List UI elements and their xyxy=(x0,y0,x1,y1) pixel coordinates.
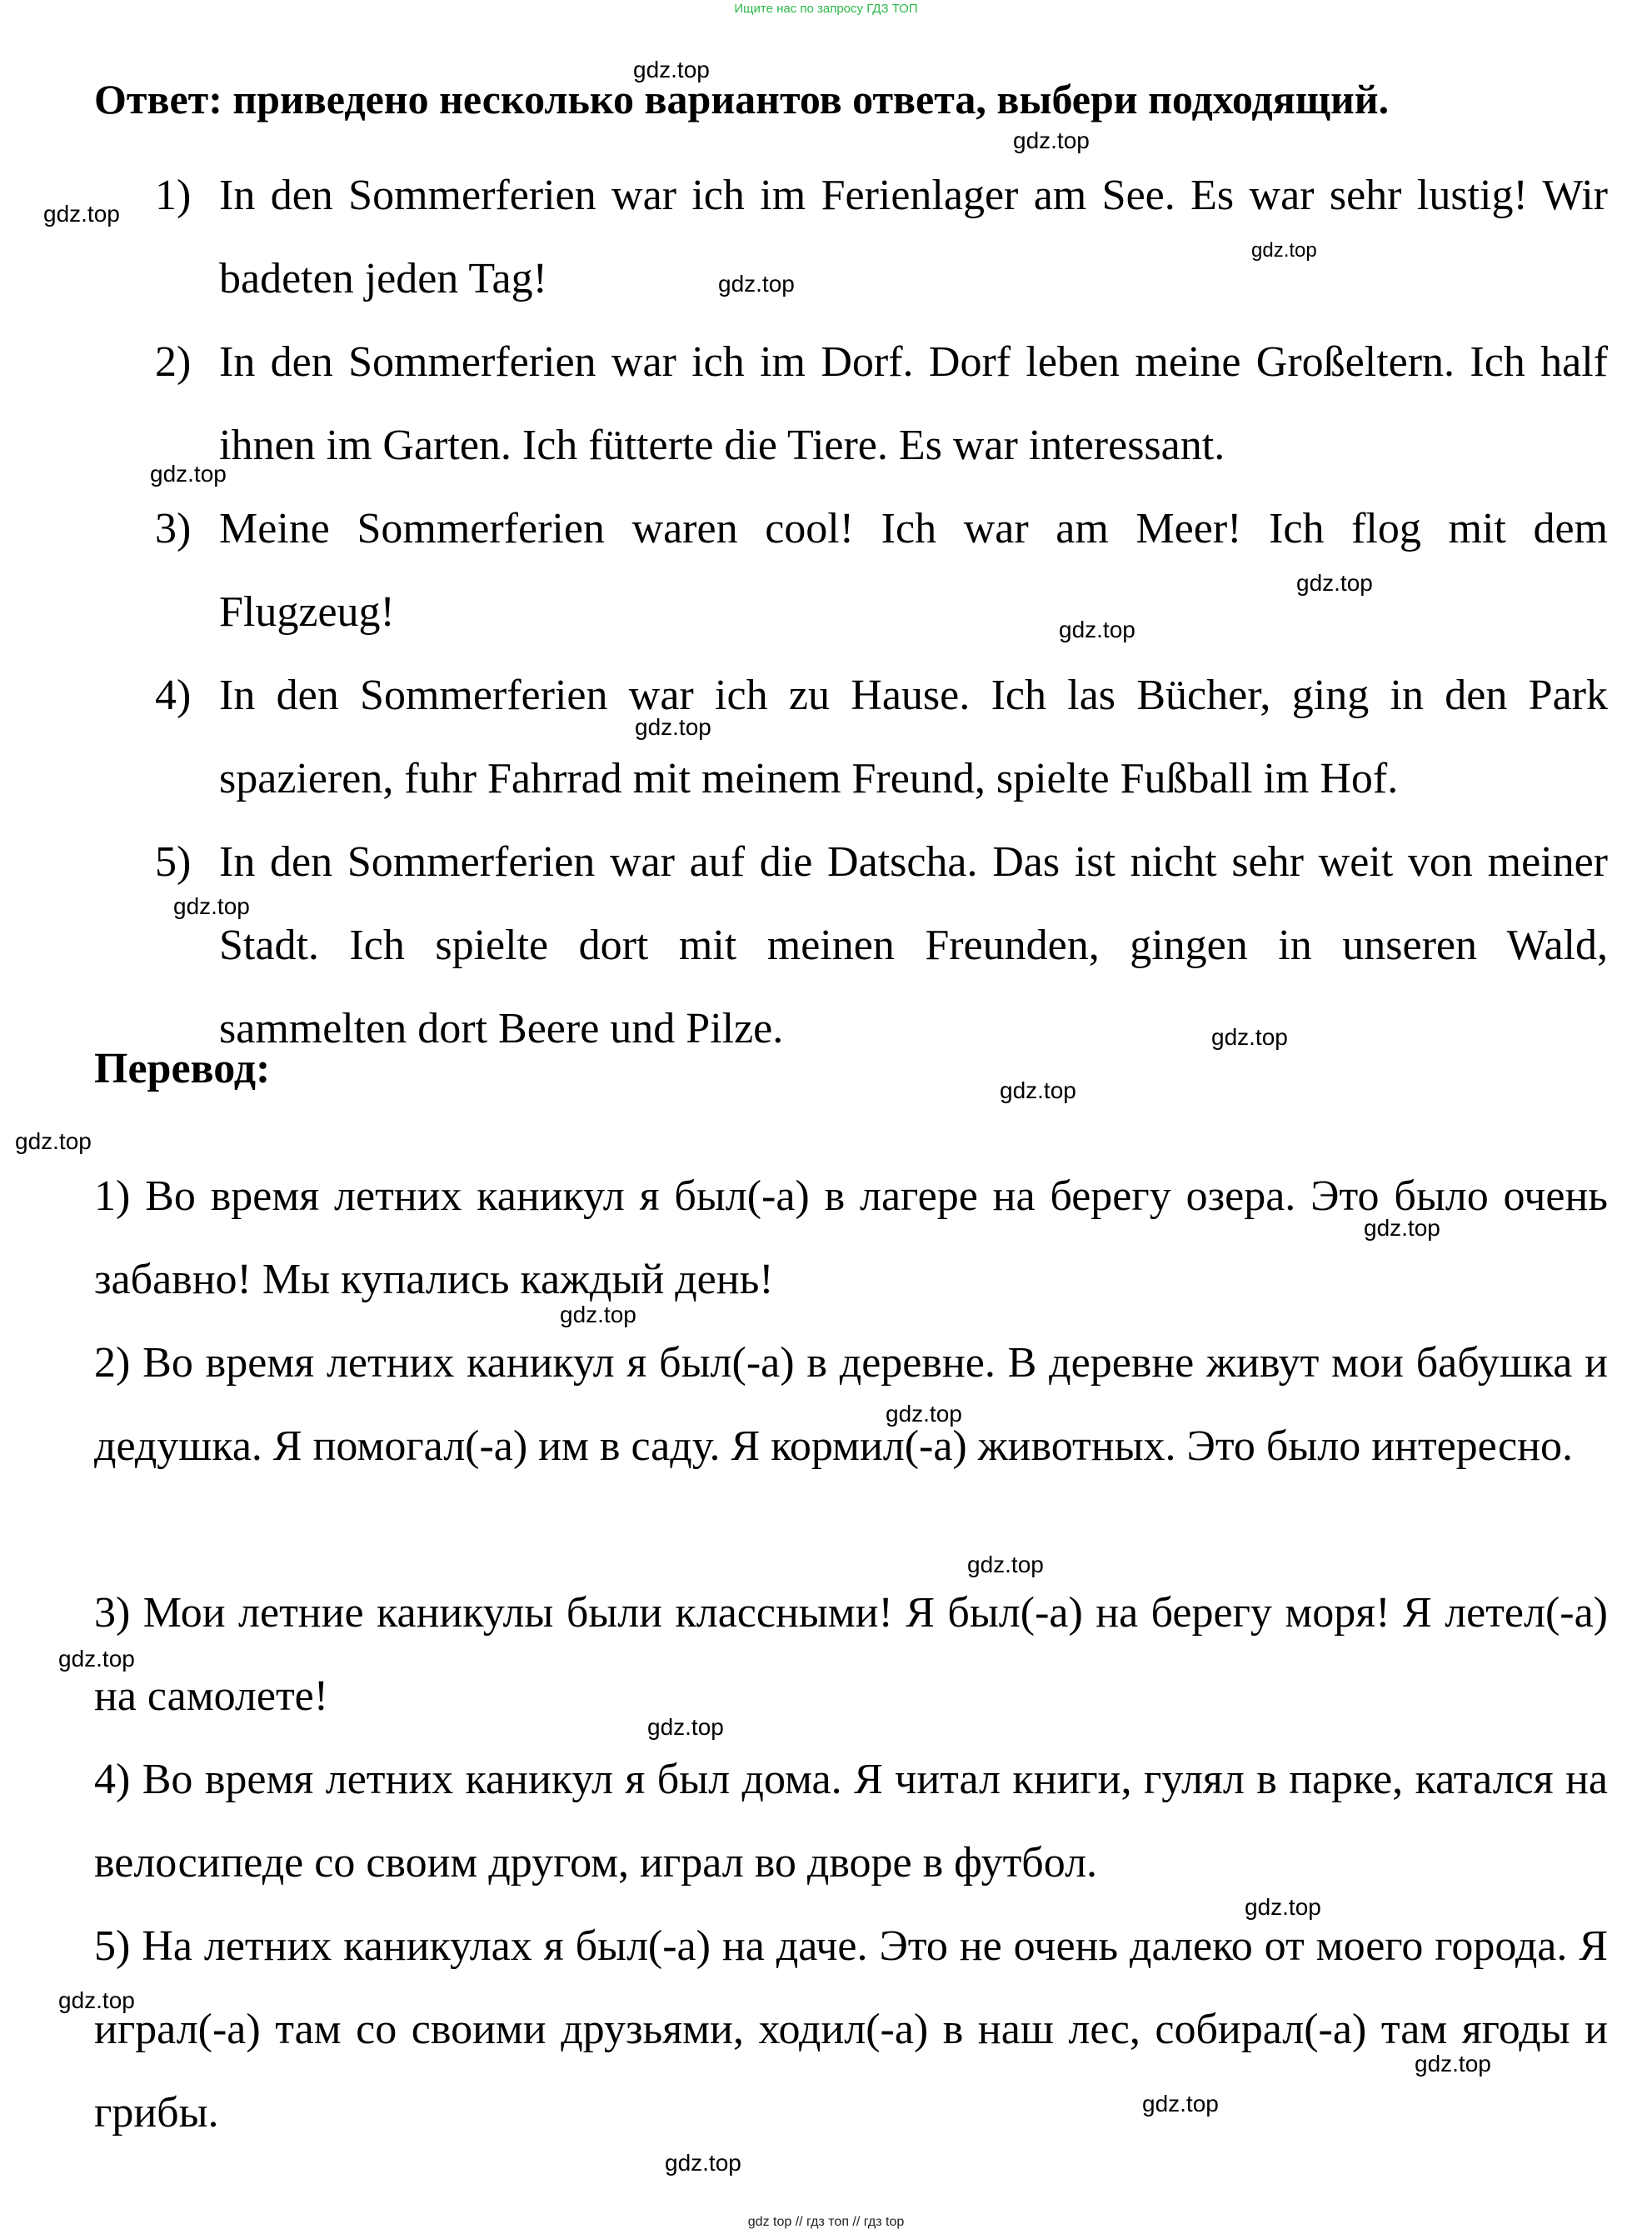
translation-item: 5) На летних каникулах я был(-а) на даче. Это не очень далеко от моего города. Я играл(-а) там со своими друзьями, ходил(-а) в наш лес, собирал(-а) там ягоды и грибы. xyxy=(94,1922,1608,2137)
watermark: gdz.top xyxy=(58,1646,135,1672)
watermark: gdz.top xyxy=(647,1714,724,1740)
watermark: gdz.top xyxy=(58,1987,135,2013)
watermark: gdz.top xyxy=(1211,1024,1288,1050)
top-search-note: Ищите нас по запросу ГДЗ ТОП xyxy=(734,2,918,16)
watermark: gdz.top xyxy=(150,461,227,487)
watermark: gdz.top xyxy=(1364,1215,1440,1241)
watermark: gdz.top xyxy=(560,1302,636,1327)
answer-number: 4) xyxy=(155,672,192,719)
answer-item xyxy=(155,321,1608,487)
watermark: gdz.top xyxy=(635,714,711,740)
watermark: gdz.top xyxy=(718,271,795,297)
translation-item: 4) Во время летних каникул я был дома. Я читал книги, гулял в парке, катался на велосипеде со своим другом, играл во дворе в футбол. xyxy=(94,1756,1608,1887)
answer-item xyxy=(155,654,1608,821)
watermark: gdz.top xyxy=(1245,1894,1321,1920)
watermark: gdz.top xyxy=(1251,239,1317,262)
answer-text: In den Sommerferien war ich zu Hause. Ich las Bücher, ging in den Park spazieren, fuhr Fahrrad mit meinem Freund, spielte Fußball im Hof. xyxy=(219,672,1608,802)
watermark: gdz.top xyxy=(665,2150,741,2176)
translation-item: 2) Во время летних каникул я был(-а) в деревне. В деревне живут мои бабушка и дедушка. Я помогал(-а) им в саду. Я кормил(-а) животных. Это было интересно. xyxy=(94,1339,1608,1470)
watermark: gdz.top xyxy=(886,1401,962,1427)
watermark: gdz.top xyxy=(173,893,250,919)
answer-text: In den Sommerferien war ich im Ferienlager am See. Es war sehr lustig! Wir badeten jeden Tag! xyxy=(219,172,1608,302)
answer-item xyxy=(155,154,1608,321)
watermark: gdz.top xyxy=(1415,2051,1491,2077)
watermark: gdz.top xyxy=(1296,570,1373,596)
answer-number: 5) xyxy=(155,838,192,886)
answer-number: 2) xyxy=(155,338,192,386)
watermark: gdz.top xyxy=(15,1128,92,1154)
answer-number: 3) xyxy=(155,505,192,552)
bottom-note: gdz top // гдз топ // гдз top xyxy=(747,2215,905,2229)
answer-item xyxy=(155,487,1608,654)
watermark: gdz.top xyxy=(1013,127,1090,153)
answer-text: Meine Sommerferien waren cool! Ich war am Meer! Ich flog mit dem Flugzeug! xyxy=(219,505,1608,636)
translation-list xyxy=(94,1155,1608,2155)
answer-text: In den Sommerferien war auf die Datscha. Das ist nicht sehr weit von meiner Stadt. Ich spielte dort mit meinen Freunden, gingen in unseren Wald, sammelten dort Beere und Pilze. xyxy=(219,838,1608,1052)
watermark: gdz.top xyxy=(43,201,120,227)
watermark: gdz.top xyxy=(967,1552,1044,1577)
translation-item: 3) Мои летние каникулы были классными! Я был(-а) на берегу моря! Я летел(-а) на самолете! xyxy=(94,1589,1608,1720)
answer-heading: Ответ: приведено несколько вариантов ответа, выбери подходящий. xyxy=(94,76,1390,122)
answer-text: In den Sommerferien war ich im Dorf. Dorf leben meine Großeltern. Ich half ihnen im Garten. Ich fütterte die Tiere. Es war interessant. xyxy=(219,338,1608,469)
translation-heading: Перевод: xyxy=(94,1045,271,1092)
watermark: gdz.top xyxy=(1000,1077,1076,1103)
watermark: gdz.top xyxy=(1142,2091,1219,2117)
answer-number: 1) xyxy=(155,172,192,219)
watermark: gdz.top xyxy=(1059,617,1135,642)
watermark: gdz.top xyxy=(633,57,710,82)
translation-item: 1) Во время летних каникул я был(-а) в лагере на берегу озера. Это было очень забавно! Мы купались каждый день! xyxy=(94,1172,1608,1303)
